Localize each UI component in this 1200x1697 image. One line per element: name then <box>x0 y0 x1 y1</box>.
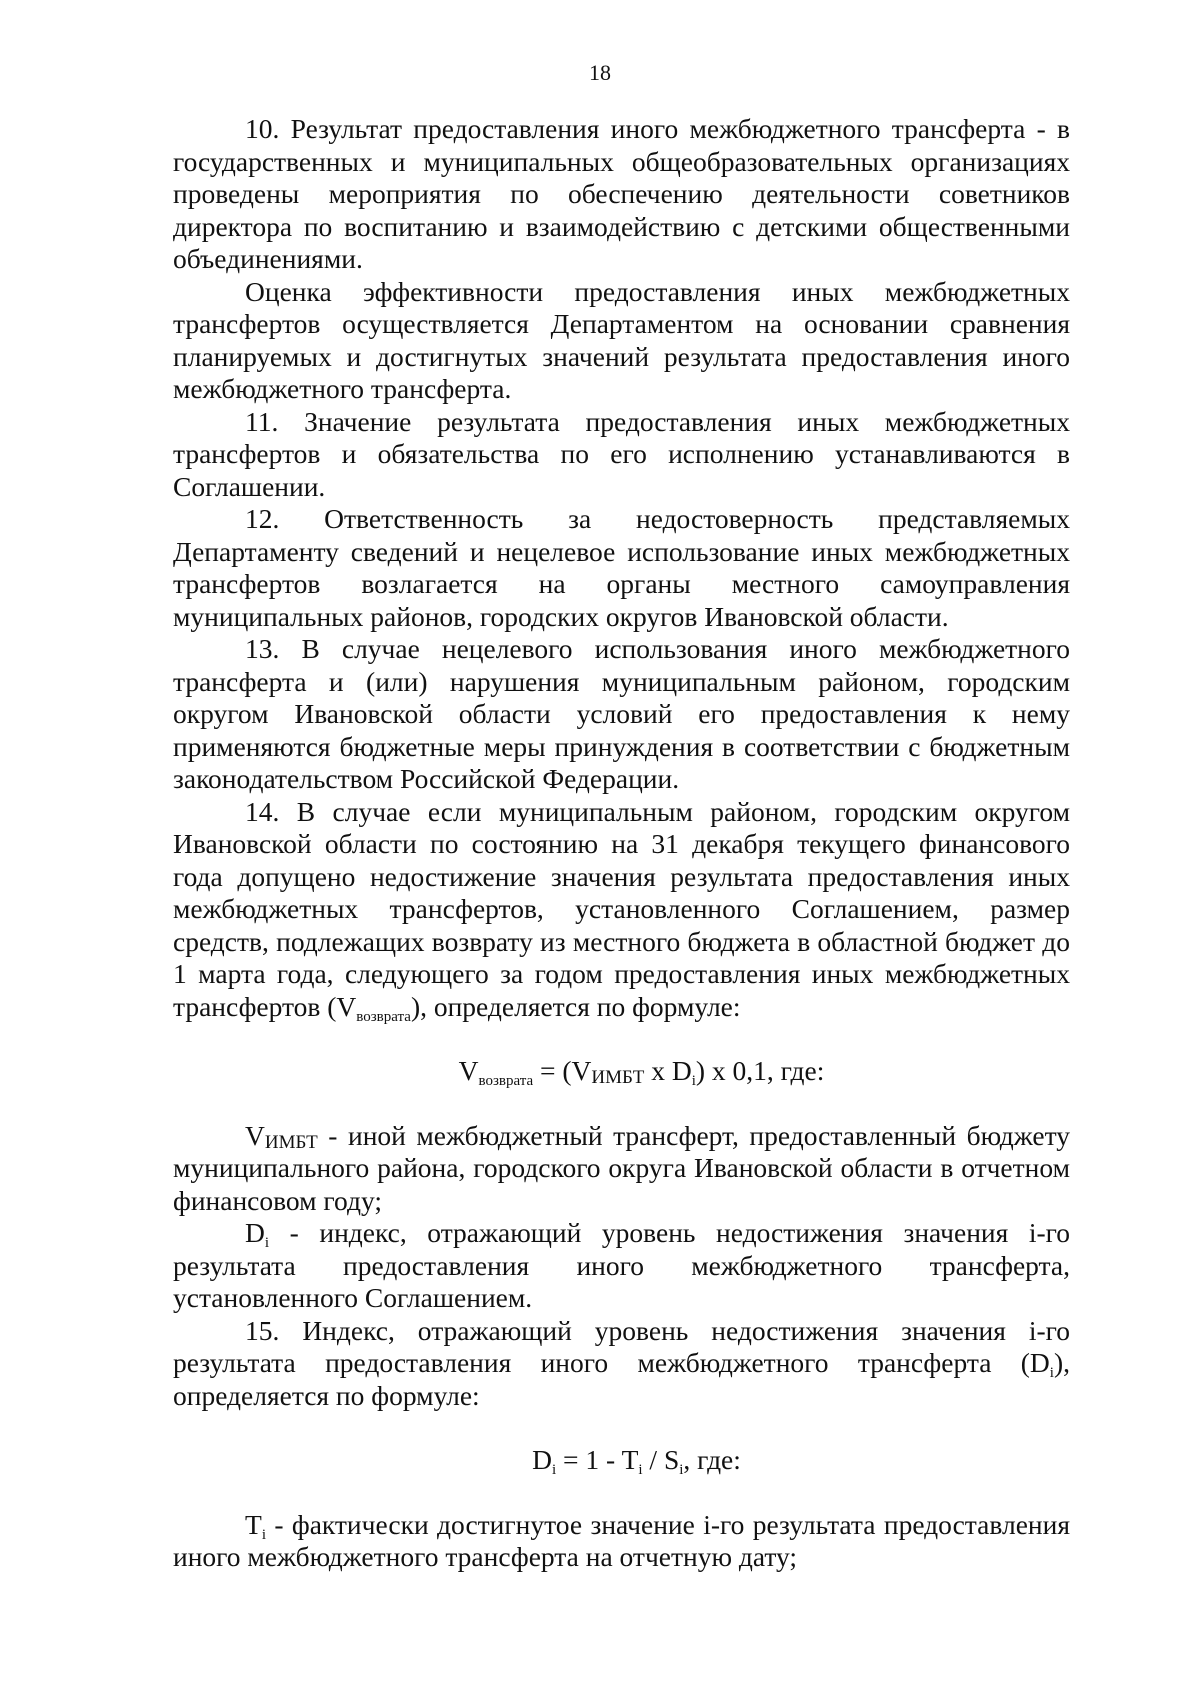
definition-ti-subscript: i <box>261 1526 266 1543</box>
paragraph-15-subscript: i <box>1049 1365 1054 1381</box>
definition-ti-text: - фактически достигнутое значение i-го результата предоставления иного межбюджетного трансферта на отчетную дату; <box>173 1508 1070 1572</box>
formula-refund-d-subscript: i <box>691 1073 696 1089</box>
formula-index <box>173 1444 1070 1477</box>
paragraph-14-tail: ), определяется по формуле: <box>410 990 741 1022</box>
formula-index-lhs-subscript: i <box>551 1462 557 1478</box>
paragraph-15 <box>173 1315 1070 1413</box>
definition-vimbt-var: V <box>245 1119 265 1151</box>
paragraph-15-tail: ), определяется по формуле: <box>173 1347 1070 1411</box>
formula-refund-lhs: V <box>458 1055 479 1086</box>
paragraph-15-var: D <box>1029 1347 1050 1378</box>
formula-refund-lhs-subscript: возврата <box>478 1073 534 1089</box>
definition-di <box>173 1217 1070 1315</box>
formula-refund-v-subscript: ИМБТ <box>591 1067 645 1088</box>
definition-vimbt-subscript: ИМБТ <box>264 1131 318 1153</box>
formula-index-t: T <box>621 1444 639 1475</box>
paragraph-12: 12. Ответственность за недостоверность представляемых Департаменту сведений и нецелевое использование иных межбюджетных трансфертов возлагается на органы местного самоуправления муниципальных районов, городских округов Ивановской области. <box>173 503 1070 632</box>
formula-refund <box>173 1055 1070 1088</box>
formula-index-eq: = 1 - <box>556 1444 622 1475</box>
paragraph-14-var: V <box>336 990 357 1022</box>
formula-refund-tail: ) x 0,1, где: <box>695 1055 825 1086</box>
formula-index-s: S <box>663 1444 680 1475</box>
document-body <box>173 113 1070 1574</box>
paragraph-14-subscript: возврата <box>356 1008 411 1025</box>
formula-index-lhs: D <box>532 1444 552 1475</box>
paragraph-11: 11. Значение результата предоставления иных межбюджетных трансфертов и обязательства по его исполнению устанавливаются в Соглашении. <box>173 405 1070 502</box>
paragraph-evaluation: Оценка эффективности предоставления иных межбюджетных трансфертов осуществляется Департаментом на основании сравнения планируемых и достигнутых значений результата предоставления иного межбюджетного трансферта. <box>173 275 1070 404</box>
definition-vimbt-text: - иной межбюджетный трансферт, предоставленный бюджету муниципального района, городского округа Ивановской области в отчетном финансовом году; <box>173 1119 1070 1216</box>
definition-vimbt <box>173 1120 1070 1218</box>
formula-refund-v: V <box>571 1055 592 1086</box>
formula-index-div: / <box>642 1444 664 1475</box>
paragraph-14-text: 14. В случае если муниципальным районом, городским округом Ивановской области по состоянию на 31 декабря текущего финансового года допущено недостижение значения результата предоставления иных межбюджетных трансфертов, установленного Соглашением, размер средств, подлежащих возврату из местного бюджета в областной бюджет до 1 марта года, следующего за годом предоставления иных межбюджетных трансфертов ( <box>173 795 1070 1022</box>
paragraph-15-text: 15. Индекс, отражающий уровень недостижения значения i-го результата предоставления иного межбюджетного трансферта ( <box>173 1314 1070 1378</box>
formula-refund-mid: x <box>644 1055 672 1086</box>
definition-di-subscript: i <box>264 1235 270 1251</box>
formula-refund-d: D <box>671 1055 692 1086</box>
definition-ti <box>173 1509 1070 1574</box>
paragraph-10: 10. Результат предоставления иного межбюджетного трансферта - в государственных и муниципальных общеобразовательных организациях проведены мероприятия по обеспечению деятельности советников директора по воспитанию и взаимодействию с детскими общественными объединениями. <box>173 113 1070 274</box>
definition-di-text: - индекс, отражающий уровень недостижения значения i-го результата предоставления иного межбюджетного трансферта, установленного Соглашением. <box>173 1217 1070 1313</box>
paragraph-13: 13. В случае нецелевого использования иного межбюджетного трансферта и (или) нарушения муниципальным районом, городским округом Ивановской области условий его предоставления к нему применяются бюджетные меры принуждения в соответствии с бюджетным законодательством Российской Федерации. <box>173 633 1070 794</box>
formula-index-t-subscript: i <box>638 1462 643 1478</box>
page-number: 18 <box>589 60 611 85</box>
formula-index-tail: , где: <box>683 1444 741 1475</box>
formula-index-s-subscript: i <box>679 1462 684 1478</box>
paragraph-14 <box>173 796 1070 1024</box>
formula-refund-eq: = ( <box>533 1055 572 1086</box>
definition-di-var: D <box>245 1217 265 1248</box>
definition-ti-var: T <box>245 1508 262 1540</box>
